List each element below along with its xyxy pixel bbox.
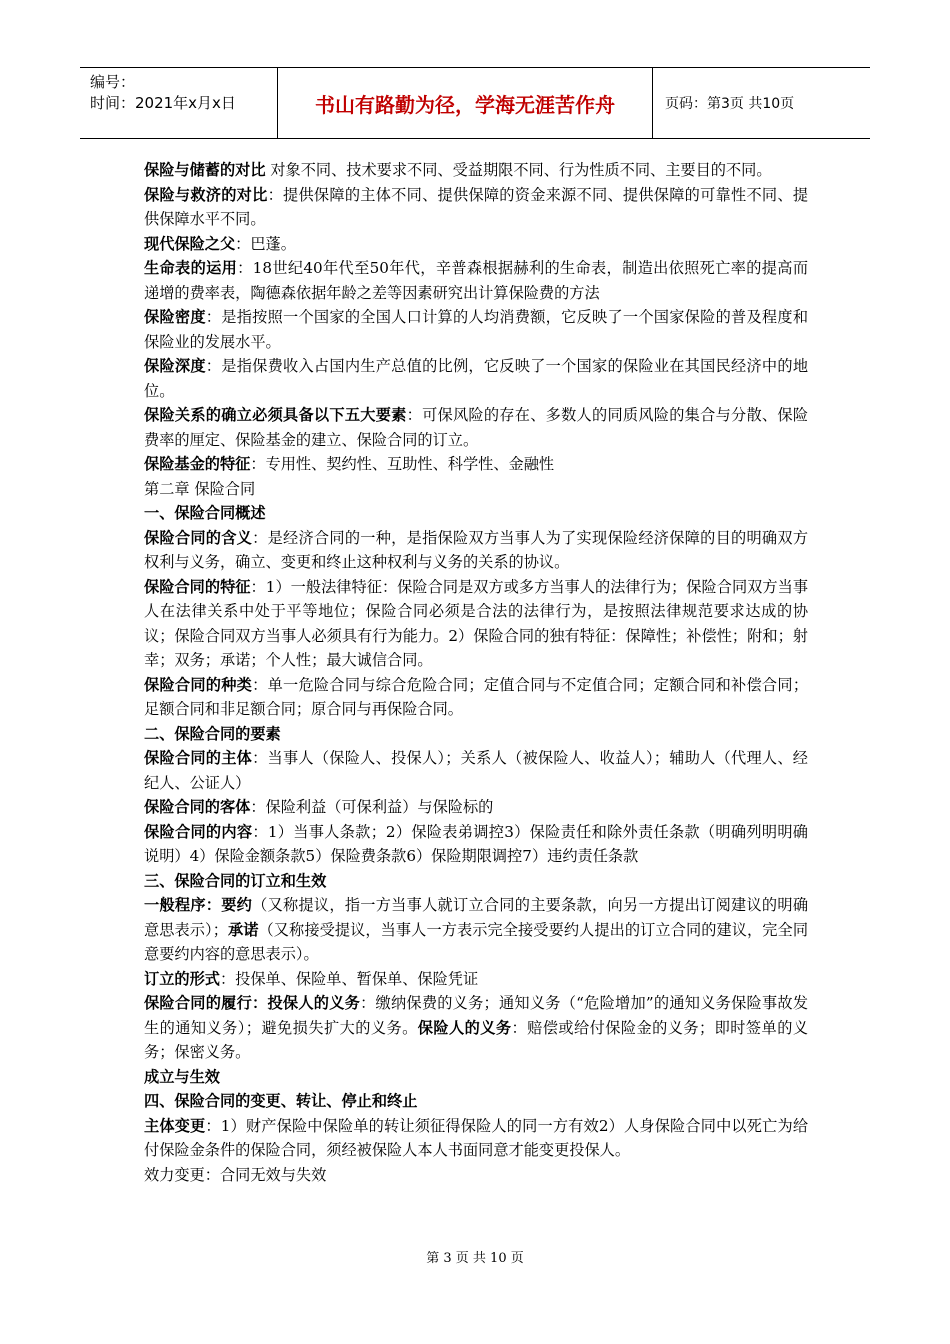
number-label: 编号： bbox=[90, 73, 136, 91]
page-info: 页码：第3页 共10页 bbox=[665, 96, 795, 112]
paragraph: 保险与救济的对比：提供保障的主体不同、提供保障的资金来源不同、提供保障的可靠性不同、提供保障水平不同。 bbox=[144, 185, 809, 228]
paragraph: 一般程序：要约（又称提议，指一方当事人就订立合同的主要条款，向另一方提出订阅建议的明确意思表示）；承诺（又称接受提议，当事人一方表示完全接受要约人提出的订立合同的建议，完全同意要约内容的意思表示）。 bbox=[144, 896, 809, 963]
paragraph: 保险关系的确立必须具备以下五大要素：可保风险的存在、多数人的同质风险的集合与分散、保险费率的厘定、保险基金的建立、保险合同的订立。 bbox=[144, 406, 809, 449]
section-heading: 四、保险合同的变更、转让、停止和终止 bbox=[144, 1092, 418, 1110]
motto: 书山有路勤为径，学海无涯苦作舟 bbox=[278, 68, 653, 138]
paragraph: 保险合同的客体：保险利益（可保利益）与保险标的 bbox=[144, 798, 494, 816]
page-footer: 第 3 页 共 10 页 bbox=[426, 1251, 524, 1266]
paragraph: 保险合同的主体：当事人（保险人、投保人）；关系人（被保险人、收益人）；辅助人（代理人、经纪人、公证人） bbox=[144, 749, 808, 792]
paragraph: 生命表的运用：18世纪40年代至50年代，辛普森根据赫利的生命表，制造出依照死亡率的提高而递增的费率表，陶德森依据年龄之差等因素研究出计算保险费的方法 bbox=[144, 259, 809, 302]
paragraph: 保险合同的特征：1）一般法律特征：保险合同是双方或多方当事人的法律行为；保险合同双方当事人在法律关系中处于平等地位；保险合同必须是合法的法律行为，是按照法律规范要求达成的协议；保险合同双方当事人必须具有行为能力。2）保险合同的独有特征：保障性；补偿性；附和；射幸；双务；承诺；个人性；最大诚信合同。 bbox=[144, 577, 809, 669]
paragraph: 保险合同的内容：1）当事人条款；2）保险表弟调控3）保险责任和除外责任条款（明确列明明确说明）4）保险金额条款5）保险费条款6）保险期限调控7）违约责任条款 bbox=[144, 822, 808, 865]
paragraph: 主体变更：1）财产保险中保险单的转让须征得保险人的同一方有效2）人身保险合同中以死亡为给付保险金条件的保险合同，须经被保险人本人书面同意才能变更投保人。 bbox=[144, 1116, 809, 1159]
paragraph: 保险深度：是指保费收入占国内生产总值的比例，它反映了一个国家的保险业在其国民经济中的地位。 bbox=[144, 357, 809, 400]
paragraph: 保险合同的含义：是经济合同的一种，是指保险双方当事人为了实现保险经济保障的目的明确双方权利与义务，确立、变更和终止这种权利与义务的关系的协议。 bbox=[144, 528, 809, 571]
paragraph: 保险与储蓄的对比 对象不同、技术要求不同、受益期限不同、行为性质不同、主要目的不同。 bbox=[144, 161, 772, 179]
time-label: 时间：2021年x月x日 bbox=[90, 94, 236, 112]
paragraph: 保险密度：是指按照一个国家的全国人口计算的人均消费额，它反映了一个国家保险的普及程度和保险业的发展水平。 bbox=[144, 308, 809, 351]
paragraph: 保险合同的种类：单一危险合同与综合危险合同；定值合同与不定值合同；定额合同和补偿合同；足额合同和非足额合同；原合同与再保险合同。 bbox=[144, 675, 809, 718]
header-table bbox=[80, 67, 870, 139]
chapter-heading: 第二章 保险合同 bbox=[144, 479, 256, 498]
paragraph: 保险基金的特征：专用性、契约性、互助性、科学性、金融性 bbox=[144, 455, 555, 473]
section-heading: 二、保险合同的要素 bbox=[144, 724, 281, 743]
document-body bbox=[144, 158, 808, 1187]
section-heading: 三、保险合同的订立和生效 bbox=[144, 871, 327, 890]
section-heading: 一、保险合同概述 bbox=[144, 504, 266, 522]
paragraph: 效力变更：合同无效与失效 bbox=[144, 1165, 327, 1184]
paragraph: 保险合同的履行：投保人的义务：缴纳保费的义务；通知义务（“危险增加”的通知义务保险事故发生的通知义务）；避免损失扩大的义务。保险人的义务：赔偿或给付保险金的义务；即时签单的义务；保密义务。 bbox=[144, 994, 809, 1061]
subheading: 成立与生效 bbox=[144, 1067, 220, 1086]
paragraph: 现代保险之父：巴蓬。 bbox=[144, 234, 296, 253]
header-meta bbox=[80, 68, 278, 138]
paragraph: 订立的形式：投保单、保险单、暂保单、保险凭证 bbox=[144, 969, 479, 988]
